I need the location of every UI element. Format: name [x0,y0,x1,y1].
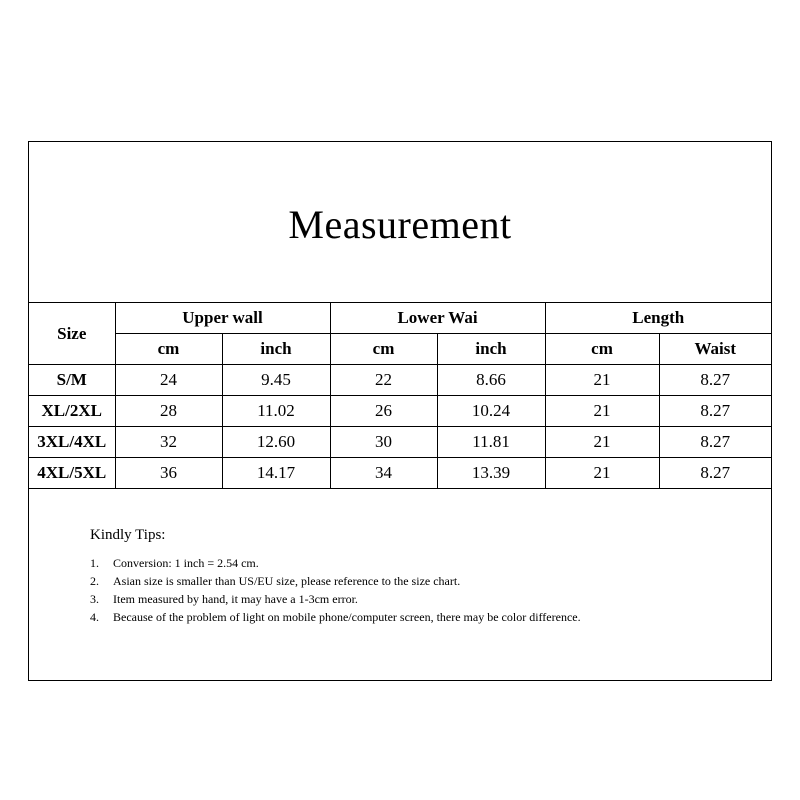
list-item [90,608,690,626]
table-cell: 21 [545,396,659,427]
unit-header: cm [330,334,437,365]
table-cell: 8.27 [659,396,771,427]
tip-number: 2. [90,574,99,588]
tip-number: 4. [90,610,99,624]
tip-text: Because of the problem of light on mobile phone/computer screen, there may be color difference. [113,610,581,624]
unit-header: inch [437,334,545,365]
tip-text: Asian size is smaller than US/EU size, please reference to the size chart. [113,574,461,588]
table-cell: 21 [545,427,659,458]
table-cell: 21 [545,458,659,489]
table-header-row [29,303,771,334]
list-item [90,572,690,590]
group-header-length: Length [545,303,771,334]
table-cell: 21 [545,365,659,396]
tip-number: 1. [90,556,99,570]
measurement-sheet [28,141,772,681]
table-cell: 9.45 [222,365,330,396]
table-cell: 28 [115,396,222,427]
group-header-upper-wall: Upper wall [115,303,330,334]
page-title: Measurement [288,201,512,247]
table-cell: 12.60 [222,427,330,458]
list-item [90,554,690,572]
group-header-lower-waist: Lower Wai [330,303,545,334]
table-cell: 10.24 [437,396,545,427]
unit-header: cm [545,334,659,365]
table-cell: 8.27 [659,365,771,396]
tip-number: 3. [90,592,99,606]
table-row [29,458,771,489]
size-cell: XL/2XL [29,396,115,427]
table-cell: 34 [330,458,437,489]
table-unit-row [29,334,771,365]
size-cell: 4XL/5XL [29,458,115,489]
size-table [29,302,771,489]
table-cell: 36 [115,458,222,489]
table-cell: 8.27 [659,427,771,458]
table-row [29,396,771,427]
unit-header: cm [115,334,222,365]
table-cell: 14.17 [222,458,330,489]
table-row [29,427,771,458]
table-cell: 26 [330,396,437,427]
table-cell: 24 [115,365,222,396]
table-cell: 11.81 [437,427,545,458]
table-cell: 22 [330,365,437,396]
table-cell: 8.66 [437,365,545,396]
table-cell: 11.02 [222,396,330,427]
tip-text: Conversion: 1 inch = 2.54 cm. [113,556,259,570]
unit-header: Waist [659,334,771,365]
table-cell: 8.27 [659,458,771,489]
tip-text: Item measured by hand, it may have a 1-3cm error. [113,592,358,606]
list-item [90,590,690,608]
size-header: Size [29,303,115,365]
tips-section [90,527,690,626]
table-cell: 30 [330,427,437,458]
table-cell: 32 [115,427,222,458]
tips-list [90,554,690,626]
tips-title: Kindly Tips: [90,527,166,543]
table-cell: 13.39 [437,458,545,489]
table-row [29,365,771,396]
size-cell: S/M [29,365,115,396]
unit-header: inch [222,334,330,365]
size-cell: 3XL/4XL [29,427,115,458]
